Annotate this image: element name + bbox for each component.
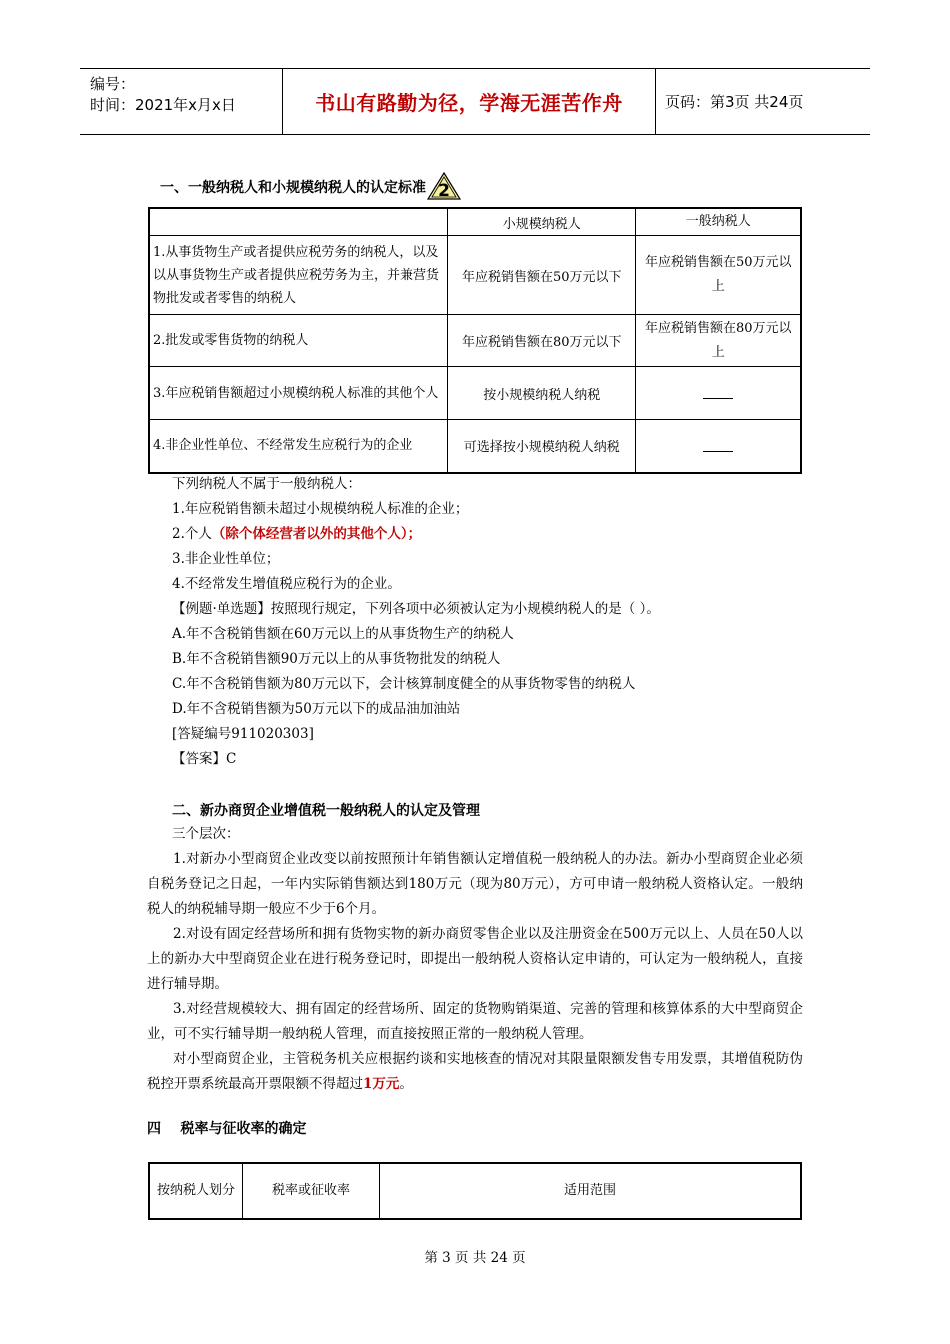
question-id: [答疑编号911020303] [172, 726, 314, 742]
section2-title: 二、新办商贸企业增值税一般纳税人的认定及管理 [172, 803, 480, 819]
table-header-row [149, 1163, 801, 1219]
highlight-text: 1万元 [363, 1076, 400, 1092]
option-b: B.年不含税销售额90万元以上的从事货物批发的纳税人 [172, 651, 501, 667]
option-d: D.年不含税销售额为50万元以下的成品油加油站 [172, 701, 461, 717]
taxpayer-criteria-table [148, 207, 802, 474]
table-cell-empty [636, 367, 801, 420]
table-cell: 2.批发或零售货物的纳税人 [149, 315, 448, 367]
paragraph-text: 对小型商贸企业，主管税务机关应根据约谈和实地核查的情况对其限量限额发售专用发票，其增值税防伪税控开票系统最高开票限额不得超过 [147, 1051, 803, 1092]
table-header-cell: 适用范围 [380, 1163, 802, 1219]
list-item [172, 522, 421, 547]
option-a: A.年不含税销售额在60万元以上的从事货物生产的纳税人 [172, 626, 514, 642]
table-row [149, 315, 801, 367]
section1-heading [160, 172, 461, 204]
example-question: 【例题·单选题】按照现行规定，下列各项中必须被认定为小规模纳税人的是（ ）。 [172, 601, 660, 617]
header-divider [655, 69, 656, 134]
time-label: 时间：2021年x月x日 [90, 96, 236, 114]
table-cell: 年应税销售额在80万元以下 [448, 315, 636, 367]
table-cell: 年应税销售额在50万元以上 [636, 236, 801, 315]
header-motto: 书山有路勤为径，学海无涯苦作舟 [315, 91, 623, 115]
list-item: 3.非企业性单位； [172, 551, 280, 567]
table-header-cell [149, 208, 448, 236]
table-row [149, 367, 801, 420]
section2-body [147, 847, 803, 1097]
paragraph [147, 1047, 803, 1097]
table-cell: 按小规模纳税人纳税 [448, 367, 636, 420]
number-label: 编号： [90, 75, 136, 93]
table-cell: 3.年应税销售额超过小规模纳税人标准的其他个人 [149, 367, 448, 420]
paragraph: 2.对设有固定经营场所和拥有货物实物的新办商贸零售企业以及注册资金在500万元以上、人员在50人以上的新办大中型商贸企业在进行税务登记时，即提出一般纳税人资格认定申请的，可认定为一般纳税人，直接进行辅导期。 [147, 926, 803, 992]
table-header-cell: 按纳税人划分 [149, 1163, 243, 1219]
list-item: 4.不经常发生增值税应税行为的企业。 [172, 576, 401, 592]
option-c: C.年不含税销售额为80万元以下，会计核算制度健全的从事货物零售的纳税人 [172, 676, 636, 692]
header-page-info: 页码：第3页 共24页 [665, 93, 804, 111]
section2-intro: 三个层次： [172, 826, 240, 842]
list-intro: 下列纳税人不属于一般纳税人： [172, 476, 361, 492]
table-header-row [149, 208, 801, 236]
em-dash [703, 451, 733, 452]
em-dash [703, 398, 733, 399]
table-header-cell: 税率或征收率 [243, 1163, 380, 1219]
answer: 【答案】C [172, 751, 237, 767]
table-row [149, 236, 801, 315]
page-footer: 第 3 页 共 24 页 [424, 1250, 526, 1266]
difficulty-badge-icon [427, 172, 461, 204]
table-cell: 可选择按小规模纳税人纳税 [448, 420, 636, 473]
table-header-cell: 一般纳税人 [636, 208, 801, 236]
header-meta [90, 74, 236, 116]
section4-title: 四 税率与征收率的确定 [147, 1121, 307, 1137]
table-cell: 1.从事货物生产或者提供应税劳务的纳税人，以及以从事货物生产或者提供应税劳务为主，并兼营货物批发或者零售的纳税人 [149, 236, 448, 315]
table-header-cell: 小规模纳税人 [448, 208, 636, 236]
badge-number: 2 [438, 181, 450, 200]
list-item-text: 2.个人 [172, 526, 212, 542]
section1-title: 一、一般纳税人和小规模纳税人的认定标准 [160, 180, 426, 196]
highlight-text: （除个体经营者以外的其他个人）； [211, 526, 422, 542]
table-cell: 年应税销售额在50万元以下 [448, 236, 636, 315]
paragraph: 3.对经营规模较大、拥有固定的经营场所、固定的货物购销渠道、完善的管理和核算体系的大中型商贸企业，可不实行辅导期一般纳税人管理，而直接按照正常的一般纳税人管理。 [147, 1001, 803, 1042]
table-cell: 年应税销售额在80万元以上 [636, 315, 801, 367]
table-row [149, 420, 801, 473]
table-cell: 4.非企业性单位、不经常发生应税行为的企业 [149, 420, 448, 473]
table-cell-empty [636, 420, 801, 473]
paragraph-end: 。 [399, 1076, 413, 1092]
tax-rate-table [148, 1162, 802, 1220]
paragraph: 1.对新办小型商贸企业改变以前按照预计年销售额认定增值税一般纳税人的办法。新办小型商贸企业必须自税务登记之日起，一年内实际销售额达到180万元（现为80万元），方可申请一般纳税人资格认定。一般纳税人的纳税辅导期一般应不少于6个月。 [147, 851, 803, 917]
list-item: 1.年应税销售额未超过小规模纳税人标准的企业； [172, 501, 469, 517]
page-header [80, 68, 870, 135]
